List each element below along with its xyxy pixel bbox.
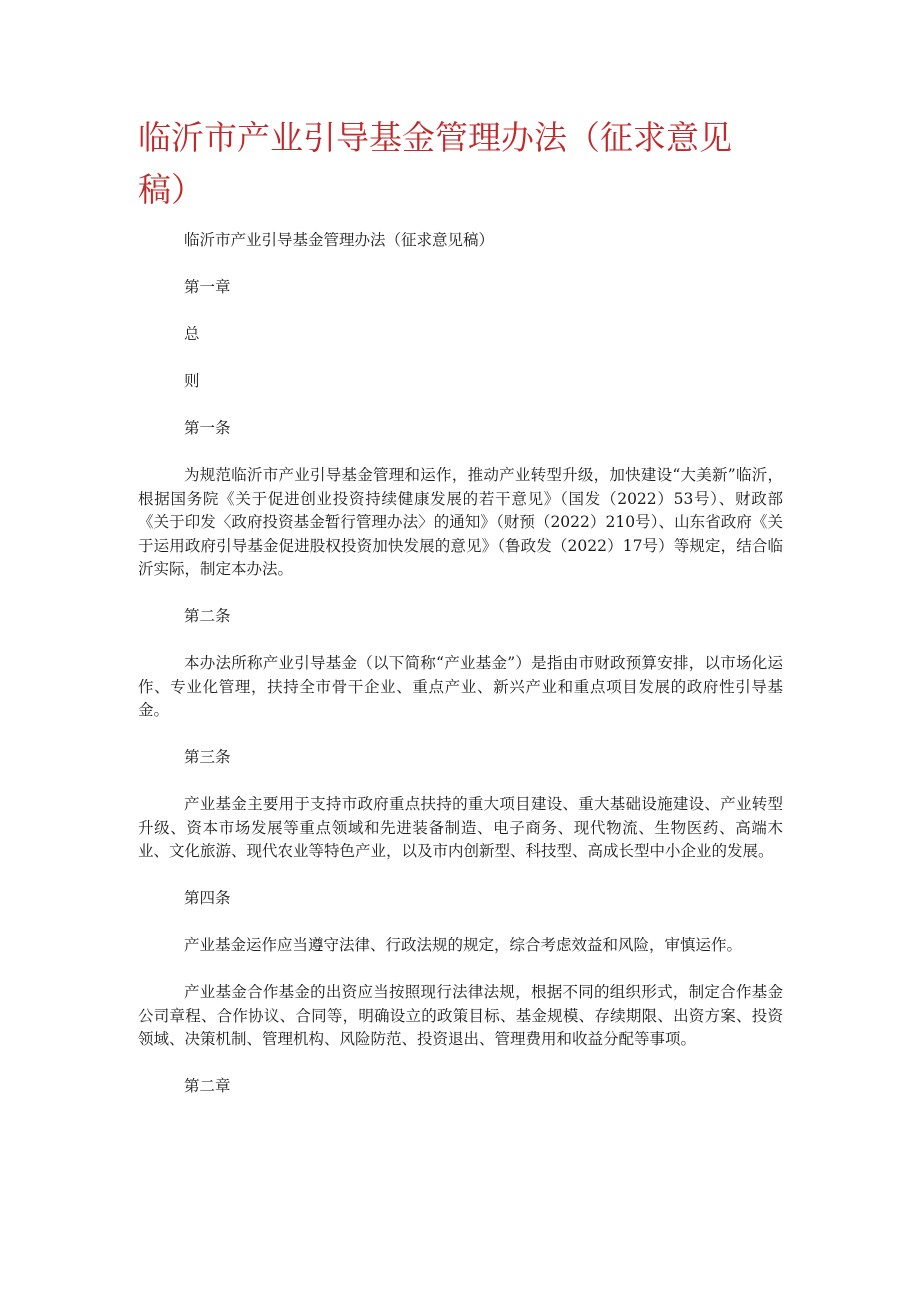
chapter-heading: 第二章 [184,1077,231,1095]
document-title: 临沂市产业引导基金管理办法（征求意见稿） [138,118,732,209]
article-text: 产业基金合作基金的出资应当按照现行法律法规，根据不同的组织形式，制定合作基金公司章程、合作协议、合同等，明确设立的政策目标、基金规模、存续期限、出资方案、投资领域、决策机制、管理机构、风险防范、投资退出、管理费用和收益分配等事项。 [138,983,783,1048]
article-heading: 第一条 [184,419,231,437]
chapter-heading: 第一章 [184,278,231,296]
document-body [138,229,783,1122]
article-text: 产业基金主要用于支持市政府重点扶持的重大项目建设、重大基础设施建设、产业转型升级、资本市场发展等重点领域和先进装备制造、电子商务、现代物流、生物医药、高端木业、文化旅游、现代农业等特色产业，以及市内创新型、科技型、高成长型中小企业的发展。 [138,795,783,860]
article-text: 产业基金运作应当遵守法律、行政法规的规定，综合考虑效益和风险，审慎运作。 [184,936,743,954]
article-text: 本办法所称产业引导基金（以下简称“产业基金”）是指由市财政预算安排，以市场化运作、专业化管理，扶持全市骨干企业、重点产业、新兴产业和重点项目发展的政府性引导基金。 [138,654,783,719]
article-heading: 第二条 [184,607,231,625]
body-subtitle: 临沂市产业引导基金管理办法（征求意见稿） [184,231,495,249]
article-text: 为规范临沂市产业引导基金管理和运作，推动产业转型升级，加快建设“大美新”临沂，根据国务院《关于促进创业投资持续健康发展的若干意见》（国发（2022）53号）、财政部《关于印发〈政府投资基金暂行管理办法〉的通知》（财预（2022）210号）、山东省政府《关于运用政府引导基金促进股权投资加快发展的意见》（鲁政发（2022）17号）等规定，结合临沂实际，制定本办法。 [138,466,783,578]
article-heading: 第四条 [184,889,231,907]
chapter-title-part: 则 [184,372,200,390]
chapter-title-part: 总 [184,325,200,343]
article-heading: 第三条 [184,748,231,766]
